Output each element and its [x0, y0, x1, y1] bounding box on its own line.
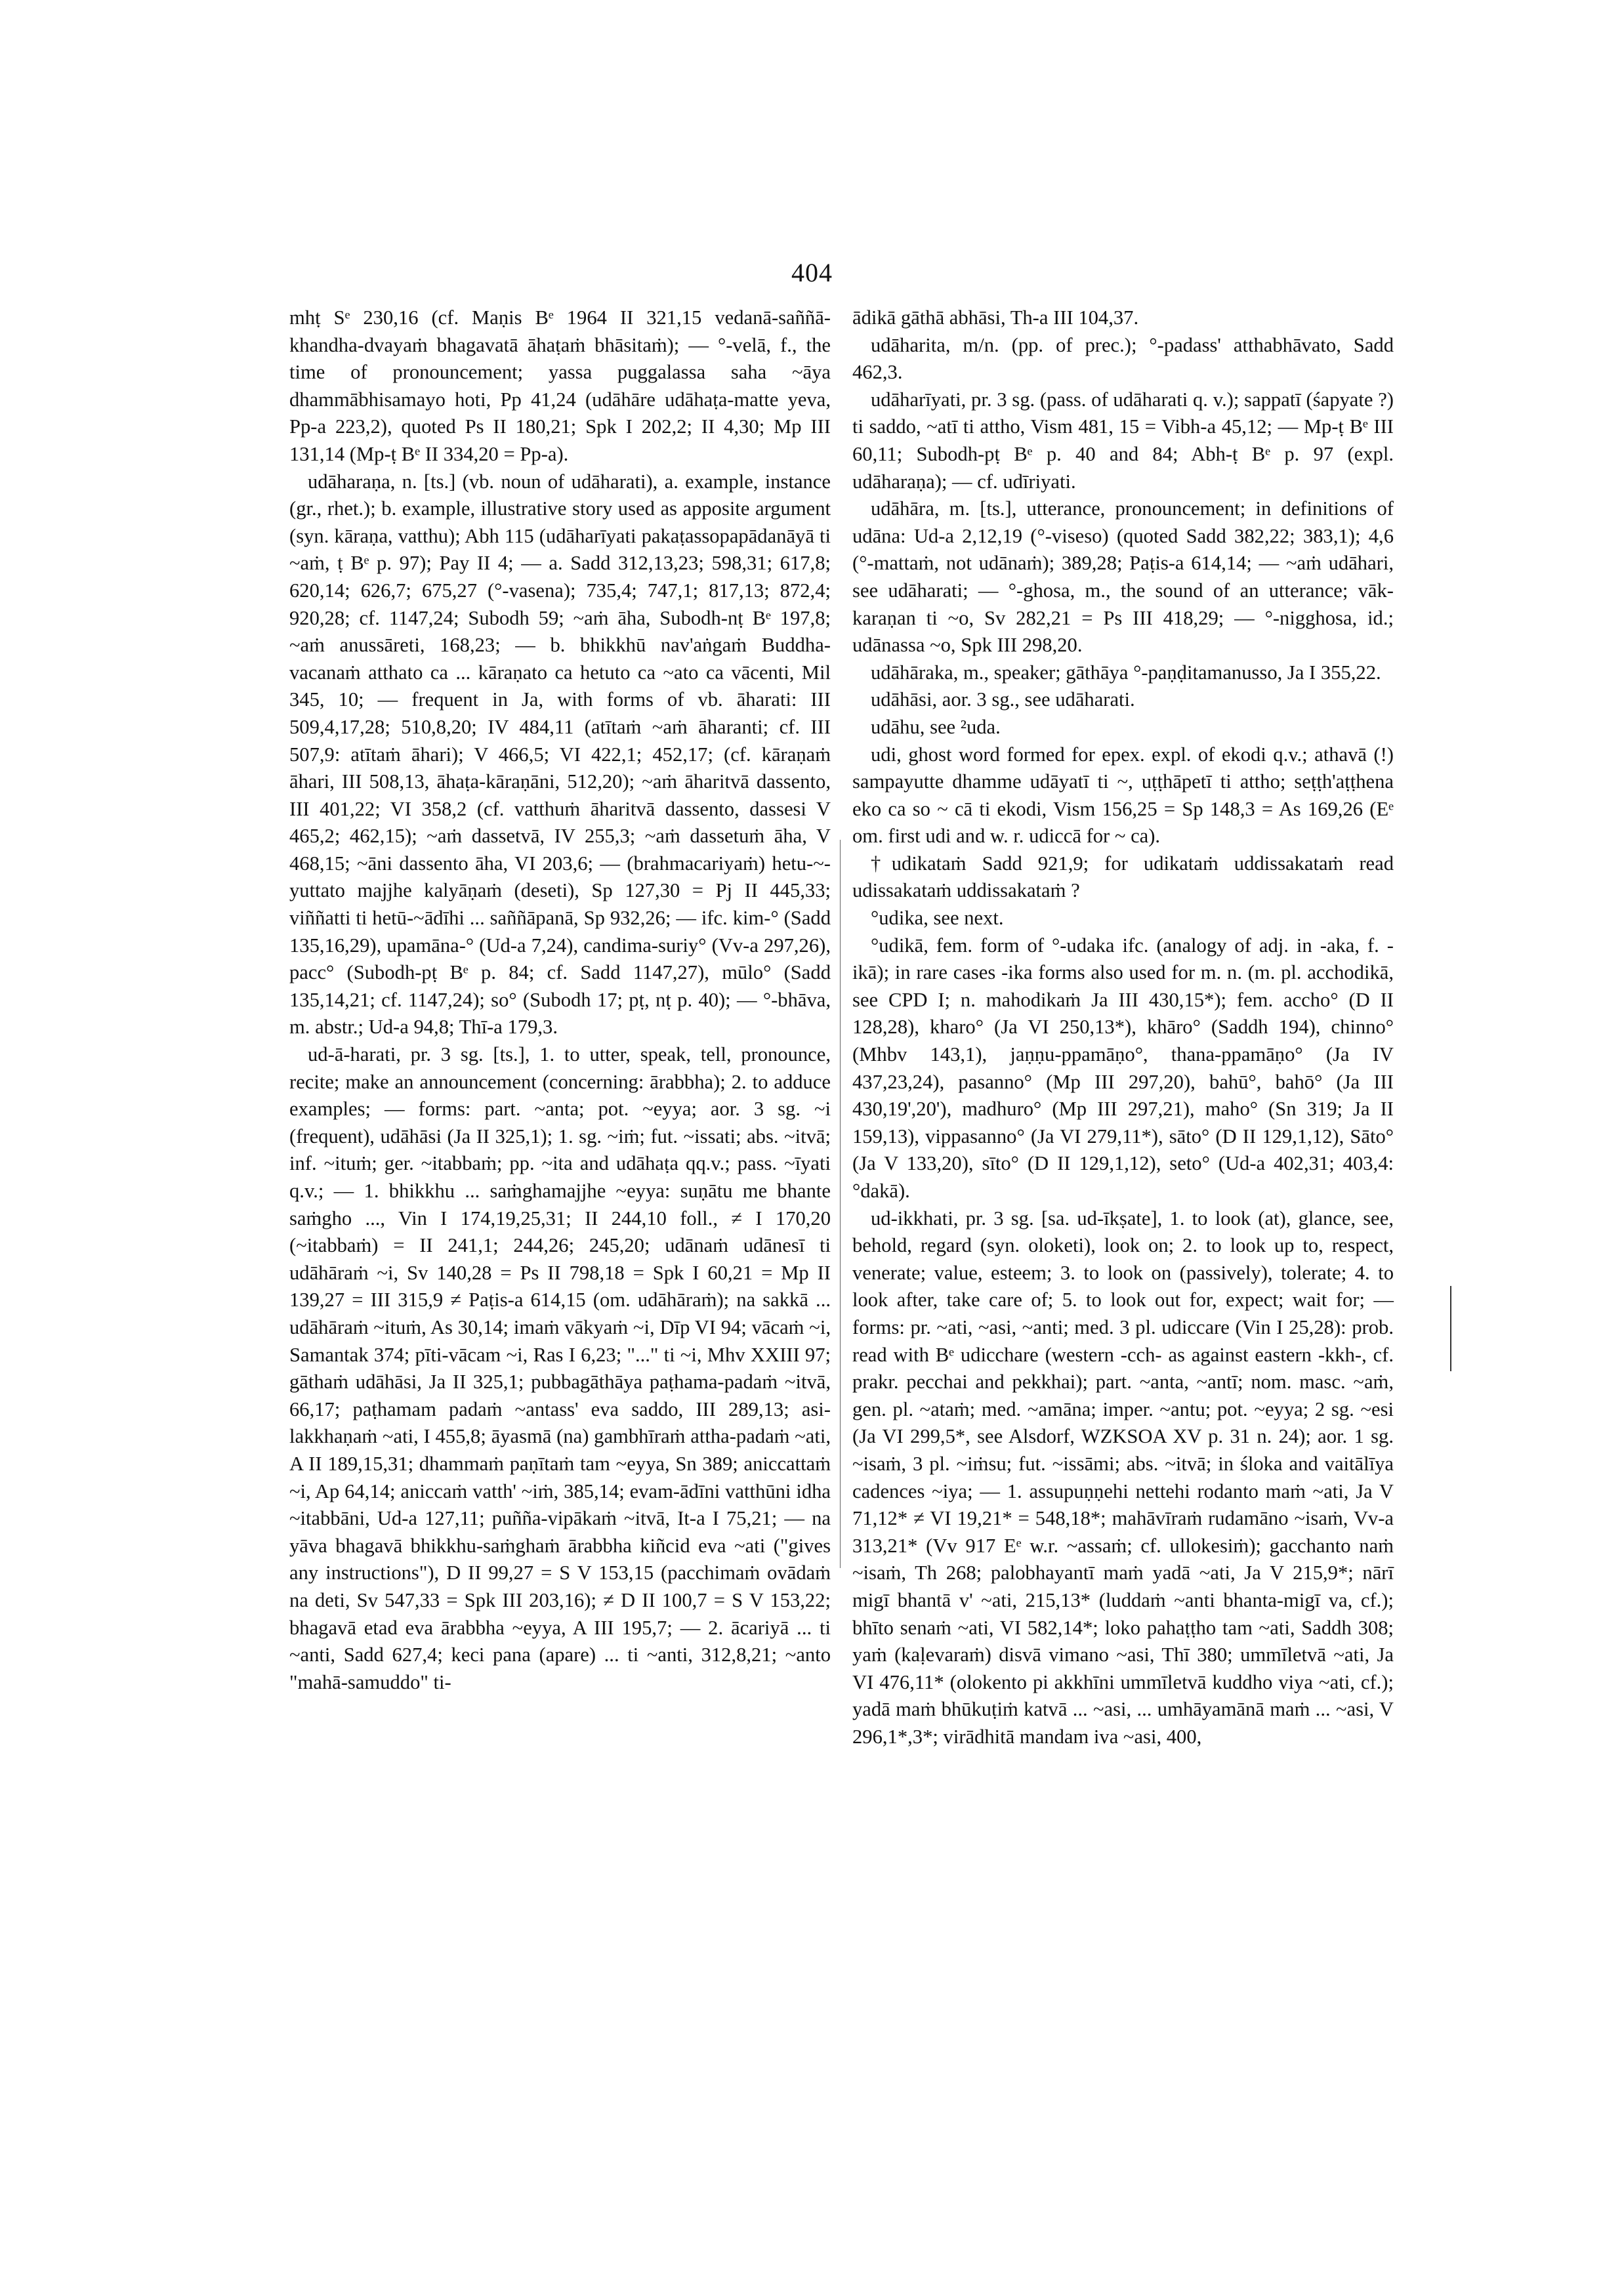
entry-udahasi: udāhāsi, aor. 3 sg., see udāharati.	[871, 688, 1135, 711]
entry-udaharana: udāharaṇa, n. [ts.] (vb. noun of udāharati), a. example, instance (gr., rhet.); b. example, illustrative story used as apposite argument (syn. kāraṇa, vatthu); Abh 115 (udāharīyati pakaṭassopapādanāyā ti ~aṁ, ṭ Bᵉ p. 97); Pay II 4; — a. Sadd 312,13,23; 598,31; 617,8; 620,14; 626,7; 675,27 (°-vasena); 735,4; 747,1; 817,13; 872,4; 920,28; cf. 1147,24; Subodh 59; ~aṁ āha, Subodh-nṭ Bᵉ 197,8; ~aṁ anussāreti, 168,23; — b. bhikkhū nav'aṅgaṁ Buddha-vacanaṁ atthato ca ... kāraṇato ca hetuto ca ~ato ca vācenti, Mil 345, 10; — frequent in Ja, with forms of vb. āharati: III 509,4,17,28; 510,8,20; IV 484,11 (atītaṁ ~aṁ āharanti; cf. III 507,9: atītaṁ āhari); V 466,5; VI 422,1; 452,17; (cf. kāraṇaṁ āhari, III 508,13, āhaṭa-kāraṇāni, 512,20); ~aṁ āharitvā dassento, III 401,22; VI 358,2 (cf. vatthuṁ āharitvā dassento, dassesi V 465,2; 462,15); ~aṁ dassetvā, IV 255,3; ~aṁ dassetuṁ āha, V 468,15; ~āni dassento āha, VI 203,6; — (brahmacariyaṁ) hetu-~-yuttato majjhe kalyāṇaṁ (deseti), Sp 127,30 = Pj II 445,33; viññatti ti hetū-~ādīhi ... saññāpanā, Sp 932,26; — ifc. kim-° (Sadd 135,16,29), upamāna-° (Ud-a 7,24), candima-suriy° (Vv-a 297,26), pacc° (Subodh-pṭ Bᵉ p. 84; cf. Sadd 1147,27), mūlo° (Sadd 135,14,21; cf. 1147,24); so° (Subodh 17; pṭ, nṭ p. 40); — °-bhāva, m. abstr.; Ud-a 94,8; Thī-a 179,3.	[289, 470, 831, 1039]
page-number: 404	[791, 258, 833, 287]
entry-mht-continuation: mhṭ Sᵉ 230,16 (cf. Maṇis Bᵉ 1964 II 321,15 vedanā-saññā-khandha-dvayaṁ bhagavatā āhaṭaṁ bhāsitaṁ); — °-velā, f., the time of pronouncement; yassa puggalassa saha ~āya dhammābhisamayo hoti, Pp 41,24 (udāhāre udāhaṭa-matte yeva, Pp-a 223,2), quoted Ps II 180,21; Spk I 202,2; II 4,30; Mp III 131,14 (Mp-ṭ Bᵉ II 334,20 = Pp-a).	[289, 306, 831, 465]
entry-adika-continuation: ādikā gāthā abhāsi, Th-a III 104,37.	[852, 306, 1139, 329]
entry-udika-fem: °udikā, fem. form of °-udaka ifc. (analogy of adj. in -aka, f. -ikā); in rare cases -ika forms also used for m. n. (m. pl. acchodikā, see CPD I; n. mahodikaṁ Ja III 430,15*); fem. accho° (D II 128,28), kharo° (Ja VI 250,13*), khāro° (Saddh 194), chinno° (Mhbv 143,1), jaṇṇu-ppamāṇo°, thana-ppamāṇo° (Ja IV 437,23,24), pasanno° (Mp III 297,20), bahū°, bahō° (Ja III 430,19',20'), madhuro° (Mp III 297,21), maho° (Sn 319; Ja II 159,13), vippasanno° (Ja VI 279,11*), sāto° (D II 129,1,12), Sāto° (Ja V 133,20), sīto° (D II 129,1,12), seto° (Ud-a 402,31; 403,4: °dakā).	[852, 934, 1394, 1202]
entry-udika-masc: °udika, see next.	[871, 907, 1004, 930]
entry-udaharita: udāharita, m/n. (pp. of prec.); °-padass' atthabhāvato, Sadd 462,3.	[852, 333, 1394, 384]
margin-mark	[1450, 1286, 1451, 1371]
entry-udaharaka: udāhāraka, m., speaker; gāthāya °-paṇḍitamanusso, Ja I 355,22.	[871, 661, 1381, 684]
entry-udikatam: †udikataṁ Sadd 921,9; for udikataṁ uddissakataṁ read udissakataṁ uddissakataṁ ?	[852, 852, 1394, 902]
left-column	[289, 304, 831, 1696]
entry-udahariyati: udāharīyati, pr. 3 sg. (pass. of udāharati q. v.); sappatī (śapyate ?) ti saddo, ~atī ti attho, Vism 481, 15 = Vibh-a 45,12; — Mp-ṭ Bᵉ III 60,11; Subodh-pṭ Bᵉ p. 40 and 84; Abh-ṭ Bᵉ p. 97 (expl. udāharaṇa); — cf. udīriyati.	[852, 388, 1394, 493]
column-divider	[840, 840, 841, 1568]
entry-udi: udi, ghost word formed for epex. expl. of ekodi q.v.; athavā (!) sampayutte dhamme udāyatī ti ~, uṭṭhāpetī ti attho; seṭṭh'aṭṭhena eko ca so ~ cā ti ekodi, Vism 156,25 = Sp 148,3 = As 169,26 (Eᵉ om. first udi and w. r. udiccā for ~ ca).	[852, 743, 1394, 848]
entry-ud-ikkhati: ud-ikkhati, pr. 3 sg. [sa. ud-īkṣate], 1. to look (at), glance, see, behold, regard (syn. oloketi), look on; 2. to look up to, respect, venerate; value, esteem; 3. to look on (passively), tolerate; 4. to look after, take care of; 5. to look out for, expect; wait for; — forms: pr. ~ati, ~asi, ~anti; med. 3 pl. udiccare (Vin I 25,28): prob. read with Bᵉ udicchare (western -cch- as against eastern -kkh-, cf. prakr. pecchai and pekkhai); part. ~anta, ~antī; nom. masc. ~aṁ, gen. pl. ~ataṁ; med. ~amāna; imper. ~antu; pot. ~eyya; 2 sg. ~esi (Ja VI 299,5*, see Alsdorf, WZKSOA XV p. 31 n. 24); aor. 1 sg. ~isaṁ, 3 pl. ~iṁsu; fut. ~issāmi; abs. ~itvā; in śloka and vaitālīya cadences ~iya; — 1. assupuṇṇehi nettehi rodanto maṁ ~ati, Ja V 71,12* ≠ VI 19,21* = 548,18*; mahāvīraṁ rudamāno ~isaṁ, Vv-a 313,21* (Vv 917 Eᵉ w.r. ~assaṁ; cf. ullokesiṁ); gacchanto naṁ ~isaṁ, Th 268; palobhayantī maṁ yadā ~ati, Ja V 215,9*; nārī migī bhantā v' ~ati, 215,13* (luddaṁ ~anti bhanta-migī va, cf.); bhīto senaṁ ~ati, VI 582,14*; loko pahaṭṭho tam ~ati, Saddh 308; yaṁ (kaḷevaraṁ) disvā vimano ~asi, Thī 380; ummīletvā ~ati, Ja VI 476,11* (olokento pi akkhīni ummīletvā kuddho viya ~ati, cf.); yadā maṁ bhūkuṭiṁ katvā ... ~asi, ... umhāyamānā maṁ ... ~asi, V 296,1*,3*; virādhitā mandam iva ~asi, 400,	[852, 1207, 1394, 1748]
entry-udahara: udāhāra, m. [ts.], utterance, pronouncement; in definitions of udāna: Ud-a 2,12,19 (°-viseso) (quoted Sadd 382,22; 383,1); 4,6 (°-mattaṁ, not udānaṁ); 389,28; Paṭis-a 614,14; — ~aṁ udāhari, see udāharati; — °-ghosa, m., the sound of an utterance; vāk-karaṇan ti ~o, Sv 282,21 = Ps III 418,29; — °-nigghosa, id.; udānassa ~o, Spk III 298,20.	[852, 497, 1394, 657]
right-column	[852, 304, 1394, 1750]
entry-udahu: udāhu, see ²uda.	[871, 715, 1001, 738]
entry-ud-a-harati: ud-ā-harati, pr. 3 sg. [ts.], 1. to utter, speak, tell, pronounce, recite; make an announcement (concerning: ārabbha); 2. to adduce examples; — forms: part. ~anta; pot. ~eyya; aor. 3 sg. ~i (frequent), udāhāsi (Ja II 325,1); 1. sg. ~iṁ; fut. ~issati; abs. ~itvā; inf. ~ituṁ; ger. ~itabbaṁ; pp. ~ita and udāhaṭa qq.v.; pass. ~īyati q.v.; — 1. bhikkhu ... saṁghamajjhe ~eyya: suṇātu me bhante saṁgho ..., Vin I 174,19,25,31; II 244,10 foll., ≠ I 170,20 (~itabbaṁ) = II 241,1; 244,26; 245,20; udānaṁ udānesī ti udāhāraṁ ~i, Sv 140,28 = Ps II 798,18 = Spk I 60,21 = Mp II 139,27 = III 315,9 ≠ Paṭis-a 614,15 (om. udāhāraṁ); na sakkā ... udāhāraṁ ~ituṁ, As 30,14; imaṁ vākyaṁ ~i, Dīp VI 94; vācaṁ ~i, Samantak 374; pīti-vācam ~i, Ras I 6,23; "..." ti ~i, Mhv XXIII 97; gāthaṁ udāhāsi, Ja II 325,1; pubbagāthāya paṭhama-padaṁ ~itvā, 66,17; paṭhamam padaṁ ~antass' eva saddo, III 289,13; asi-lakkhaṇaṁ ~ati, I 455,8; āyasmā (na) gambhīraṁ attha-padaṁ ~ati, A II 189,15,31; dhammaṁ paṇītaṁ tam ~eyya, Sn 389; aniccattaṁ ~i, Ap 64,14; aniccaṁ vatth' ~iṁ, 385,14; evam-ādīni vatthūni idha ~itabbāni, Ud-a 127,11; puñña-vipākaṁ ~itvā, It-a I 75,21; — na yāva bhagavā bhikkhu-saṁghaṁ ārabbha kiñcid eva ~ati ("gives any instructions"), D II 99,27 = S V 153,15 (pacchimaṁ ovādaṁ na deti, Sv 547,33 = Spk III 203,16); ≠ D II 100,7 = S V 153,22; bhagavā etad eva ārabbha ~eyya, A III 195,7; — 2. ācariyā ... ti ~anti, Sadd 627,4; keci pana (apare) ... ti ~anti, 312,8,21; ~anto "mahā-samuddo" ti-	[289, 1043, 831, 1693]
